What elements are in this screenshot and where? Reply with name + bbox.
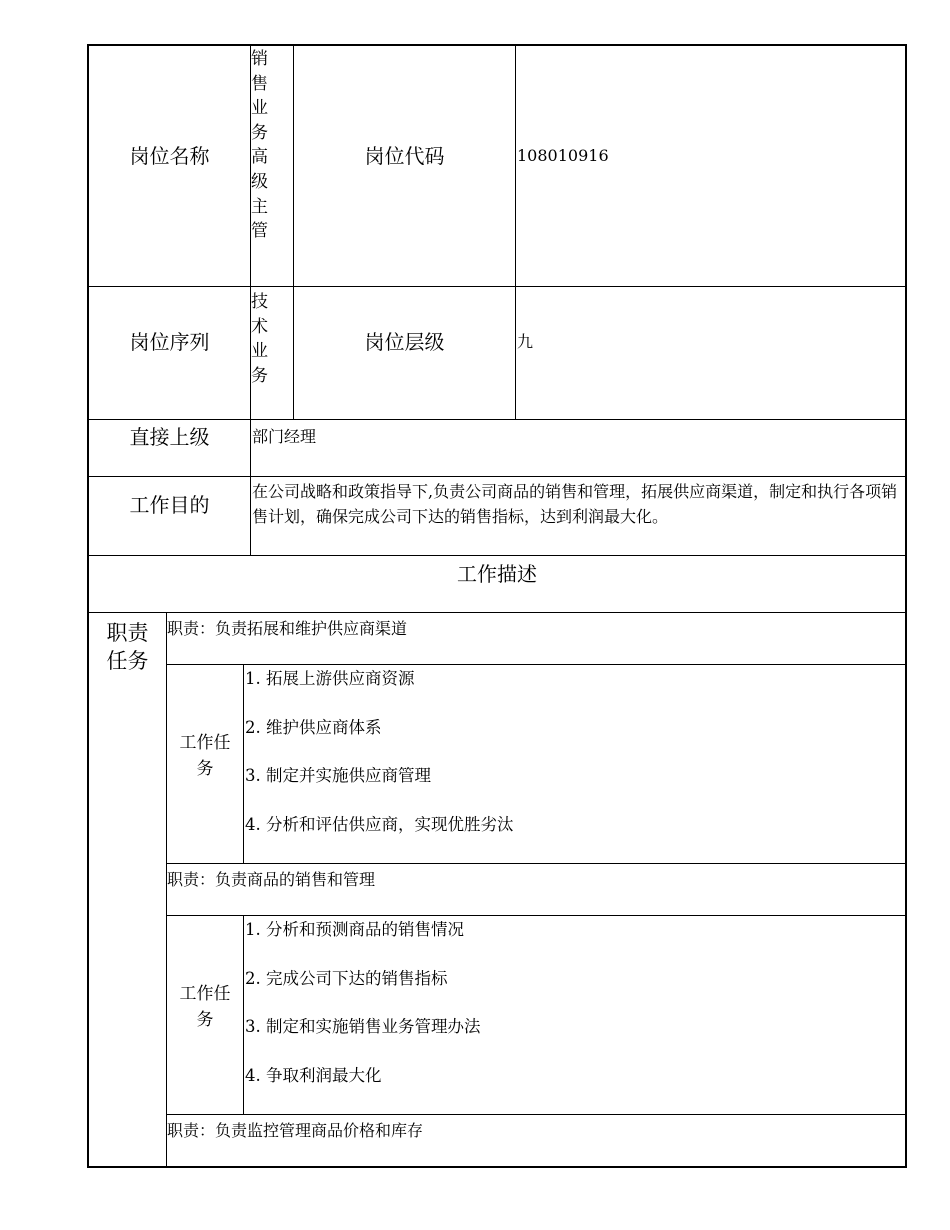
rule [166,1114,907,1115]
rule [87,286,907,287]
task-label-line: 务 [196,759,214,779]
rule [87,476,907,477]
task-label [167,730,243,782]
task-item: 1. 分析和预测商品的销售情况 [245,920,464,939]
position-level-value: 九 [517,332,534,351]
rule [243,664,244,864]
rule [243,915,244,1115]
position-series-label: 岗位序列 [129,330,210,354]
char: 级 [251,171,268,192]
purpose-label: 工作目的 [129,493,210,517]
task-item: 2. 完成公司下达的销售指标 [245,969,448,988]
supervisor-value: 部门经理 [252,427,317,446]
task-item: 1. 拓展上游供应商资源 [245,669,415,688]
char: 管 [251,221,268,242]
rule [87,419,907,420]
rule [293,44,294,420]
section-label [89,619,166,675]
task-label-line: 工作任 [179,733,231,753]
border-left [87,44,89,1168]
border-bottom [87,1166,907,1168]
task-item: 2. 维护供应商体系 [245,718,382,737]
duty-text: 职责：负责商品的销售和管理 [167,870,376,889]
char: 术 [251,316,268,337]
position-code-value: 108010916 [517,146,609,165]
border-top [87,44,907,46]
position-code-label: 岗位代码 [364,144,445,168]
task-label-line: 务 [196,1010,214,1030]
purpose-value: 在公司战略和政策指导下,负责公司商品的销售和管理，拓展供应商渠道，制定和执行各项销售计划，确保完成公司下达的销售指标，达到利润最大化。 [252,482,898,526]
position-series-value [251,290,273,388]
char: 务 [251,122,268,143]
task-label-line: 工作任 [179,984,231,1004]
task-item: 4. 争取利润最大化 [245,1066,382,1085]
rule [166,915,907,916]
description-header: 工作描述 [457,562,537,586]
duty-text: 职责：负责监控管理商品价格和库存 [167,1121,424,1140]
task-item: 3. 制定和实施销售业务管理办法 [245,1017,481,1036]
position-name-value [251,47,273,244]
section-label-line: 任务 [106,649,149,673]
task-item: 3. 制定并实施供应商管理 [245,766,431,785]
char: 务 [251,365,268,386]
char: 业 [251,341,268,362]
task-item: 4. 分析和评估供应商，实现优胜劣汰 [245,815,514,834]
rule [515,44,516,420]
rule [166,863,907,864]
char: 销 [251,49,268,69]
section-label-line: 职责 [106,621,149,645]
supervisor-label: 直接上级 [129,425,210,449]
border-right [905,44,907,1168]
rule [87,555,907,556]
task-label [167,981,243,1033]
char: 业 [251,98,268,119]
position-level-label: 岗位层级 [364,330,445,354]
rule [87,612,907,613]
char: 主 [251,196,268,217]
duty-text: 职责：负责拓展和维护供应商渠道 [167,619,408,638]
char: 技 [251,292,268,312]
rule [166,664,907,665]
position-name-label: 岗位名称 [129,144,210,168]
char: 售 [251,73,268,94]
char: 高 [251,147,268,168]
